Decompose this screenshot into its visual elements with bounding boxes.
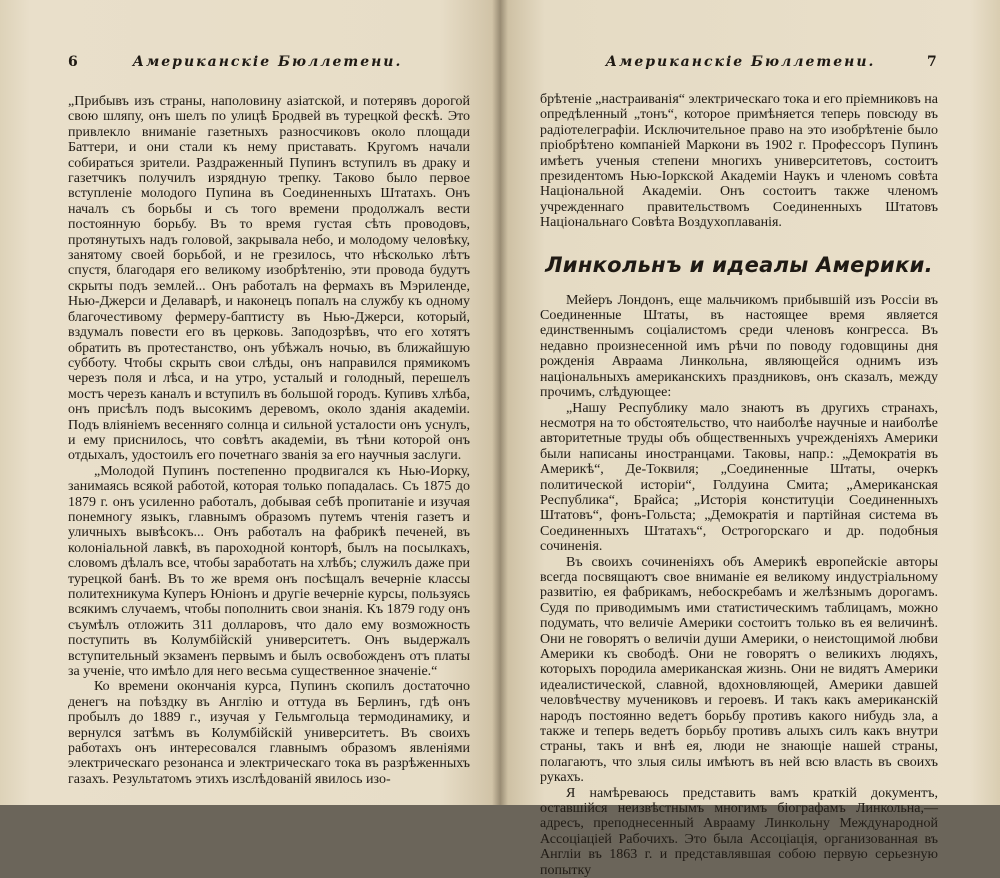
paragraph: Въ своихъ сочиненiяхъ объ Америкѣ европейскiе авторы всегда посвящаютъ свое вниманiе ея великому индустрiальному развитiю, ея фабрикамъ, небоскребамъ и желѣзнымъ дорогамъ. Судя по приводимымъ ими статистическимъ таблицамъ, можно подумать, что величiе Америки состоитъ только въ ея величинѣ. Они не говорятъ о величiи души Америки, о неистощимой любви Америки къ свободѣ. Они не говорятъ о великихъ людяхъ, которыхъ породила американская жизнь. Они не видятъ Америки идеалистической, славной, вдохновляющей, Америки давшей человѣчеству мучениковъ и героевъ. И такъ какъ американскiй народъ постоянно ведетъ борьбу противъ какого нибудь зла, а также и теперь ведетъ борьбу противъ алыхъ силъ какъ внутри страны, такъ и внѣ ея, люди не знающiе нашей страны, полагаютъ, что злыя силы имѣютъ въ ней всю власть въ своихъ рукахъ. xyxy=(540,554,938,786)
paragraph: Я намѣреваюсь представить вамъ краткiй документъ, оставшiйся неизвѣстнымъ многимъ бiографамъ Линкольна,—адресъ, преподнесенный Аврааму Линкольну Международной Ассоцiацiей Рабочихъ. Это была Ассоцiацiя, организованная въ Англiи въ 1863 г. и представлявшая собою первую серьезную попытку xyxy=(540,785,938,878)
page-number: 7 xyxy=(927,54,938,70)
paragraph: Мейеръ Лондонъ, еще мальчикомъ прибывшiй изъ Россiи въ Соединенные Штаты, въ настоящее время является единственнымъ соцiалистомъ среди членовъ конгресса. Въ недавно произнесенной имъ рѣчи по поводу годовщины дня рожденiя Авраама Линкольна, являющейся однимъ изъ нацiональныхъ американскихъ праздниковъ, онъ сказалъ, между прочимъ, слѣдующее: xyxy=(540,292,938,401)
paragraph: „Прибывъ изъ страны, наполовину азiатской, и потерявъ дорогой свою шляпу, онъ шелъ по улицѣ Бродвей въ турецкой фескѣ. Это привлекло вниманiе газетныхъ разносчиковъ около площади Баттери, и они стали къ нему приставать. Кругомъ начали собираться зрители. Раздраженный Пупинъ вступилъ въ драку и газетчикъ получилъ изрядную трепку. Таково было первое вступленiе молодого Пупина въ Соединенныхъ Штатахъ. Онъ началъ съ борьбы и съ того времени продолжалъ вести постоянную борьбу. Въ то время густая сѣть проводовъ, протянутыхъ надъ головой, закрывала небо, и молодому человѣку, занятому своей борьбой, и не грезилось, что нѣсколько лѣтъ спустя, благодаря его великому изобрѣтенiю, эти провода будутъ скрыты подъ землей... Онъ работалъ на фермахъ въ Мэриленде, Нью-Джерси и Делаварѣ, и наконецъ попалъ на службу къ одному благочестивому фермеру-баптисту въ Нью-Джерси, который, вздумалъ повести его въ церковь. Заподозрѣвъ, что его хотятъ обратить въ протестанство, онъ убѣжалъ ночью, въ ближайшую субботу. Чтобы скрыть свои слѣды, онъ направился прямикомъ черезъ поля и лѣса, и на утро, усталый и голодный, перешелъ мостъ черезъ каналъ и вступилъ въ большой городъ. Купивъ хлѣба, онъ присѣлъ подъ высокимъ деревомъ, около зданiя академiи. Подъ влiянiемъ весенняго солнца и сильной усталости онъ уснулъ, и ему приснилось, что совѣтъ академiи, въ тѣни которой онъ отдыхалъ, удостоилъ его почетнаго званiя за его научныя заслуги. xyxy=(68,94,470,464)
left-page xyxy=(0,0,500,805)
running-header: Американскiе Бюллетени. xyxy=(605,54,876,70)
article-title: Линкольнъ и идеалы Америки. xyxy=(545,252,933,277)
paragraph: брѣтенiе „настраиванiя“ электрическаго тока и его прiемниковъ на опредѣленный „тонъ“, которое примѣняется теперь повсюду въ радiотелеграфiи. Исключительное право на это изобрѣтенiе было прiобрѣтено компанiей Маркони въ 1902 г. Профессоръ Пупинъ имѣетъ ученыя степени многихъ университетовъ, состоитъ президентомъ Нью-Iоркской Академiи Наукъ и членомъ совѣта Нацiональной Академiи. Онъ состоитъ также членомъ учрежденнаго правительствомъ Соединенныхъ Штатовъ Нацiональнаго Совѣта Воздухоплаванiя. xyxy=(540,92,938,231)
left-page-body xyxy=(68,94,470,787)
book-gutter xyxy=(492,0,508,805)
paragraph: „Молодой Пупинъ постепенно продвигался къ Нью-Иорку, занимаясь всякой работой, которая только попадалась. Съ 1875 до 1879 г. онъ усиленно работалъ, добывая себѣ пропитанiе и изучая понемногу языкъ, главнымъ образомъ путемъ чтенiя газетъ и уличныхъ вывѣсокъ... Онъ работалъ на фабрикѣ печеней, въ колонiальной лавкѣ, въ пароходной конторѣ, былъ на посылкахъ, словомъ дѣлалъ все, чтобы заработать на хлѣбъ; служилъ даже при турецкой банѣ. Въ то же время онъ посѣщалъ вечернiе классы политехникума Куперъ Юнiонъ и другiе вечернiе курсы, пользуясь всякимъ случаемъ, чтобы пополнить свои знанiя. Къ 1879 году онъ съумѣлъ отложить 311 долларовъ, что дало ему возможность поступить въ Колумбiйскiй университетъ. Онъ выдержалъ вступительный экзаменъ первымъ и былъ освобожденъ отъ платы за ученiе, что имѣло для него весьма существенное значенiе.“ xyxy=(68,463,470,680)
right-page xyxy=(500,0,1000,878)
right-page-body xyxy=(540,293,938,878)
right-page-header xyxy=(540,54,938,70)
right-page-continuation xyxy=(540,92,938,231)
left-page-header xyxy=(68,54,470,70)
paragraph: Ко времени окончанiя курса, Пупинъ скопилъ достаточно денегъ на поѣздку въ Англiю и оттуда въ Берлинъ, гдѣ онъ пробылъ до 1889 г., изучая у Гельмгольца термодинамику, и вернулся затѣмъ въ Колумбiйскiй университетъ. Въ своихъ работахъ онъ интересовался главнымъ образомъ явленiями электрическаго резонанса и электрическаго тока въ разрѣженныхъ газахъ. Результатомъ этихъ изслѣдованiй явилось изо- xyxy=(68,679,470,787)
paragraph: „Нашу Республику мало знаютъ въ другихъ странахъ, несмотря на то обстоятельство, что наиболѣе научные и наиболѣе авторитетные труды объ общественныхъ учрежденiяхъ Америки были написаны иностранцами. Таковы, напр.: „Демократiя въ Америкѣ“, Де-Токвиля; „Соединенные Штаты, очеркъ политической исторiи“, Голдуина Смита; „Американская Республика“, Брайса; „Исторiя конституцiи Соединенныхъ Штатовъ“, фонъ-Гольста; „Демократiя и партiйная система въ Соединенныхъ Штатахъ“, Острогорскаго и др. подобныя сочиненiя. xyxy=(540,400,938,555)
page-number: 6 xyxy=(68,54,79,70)
running-header: Американскiе Бюллетени. xyxy=(132,54,403,70)
